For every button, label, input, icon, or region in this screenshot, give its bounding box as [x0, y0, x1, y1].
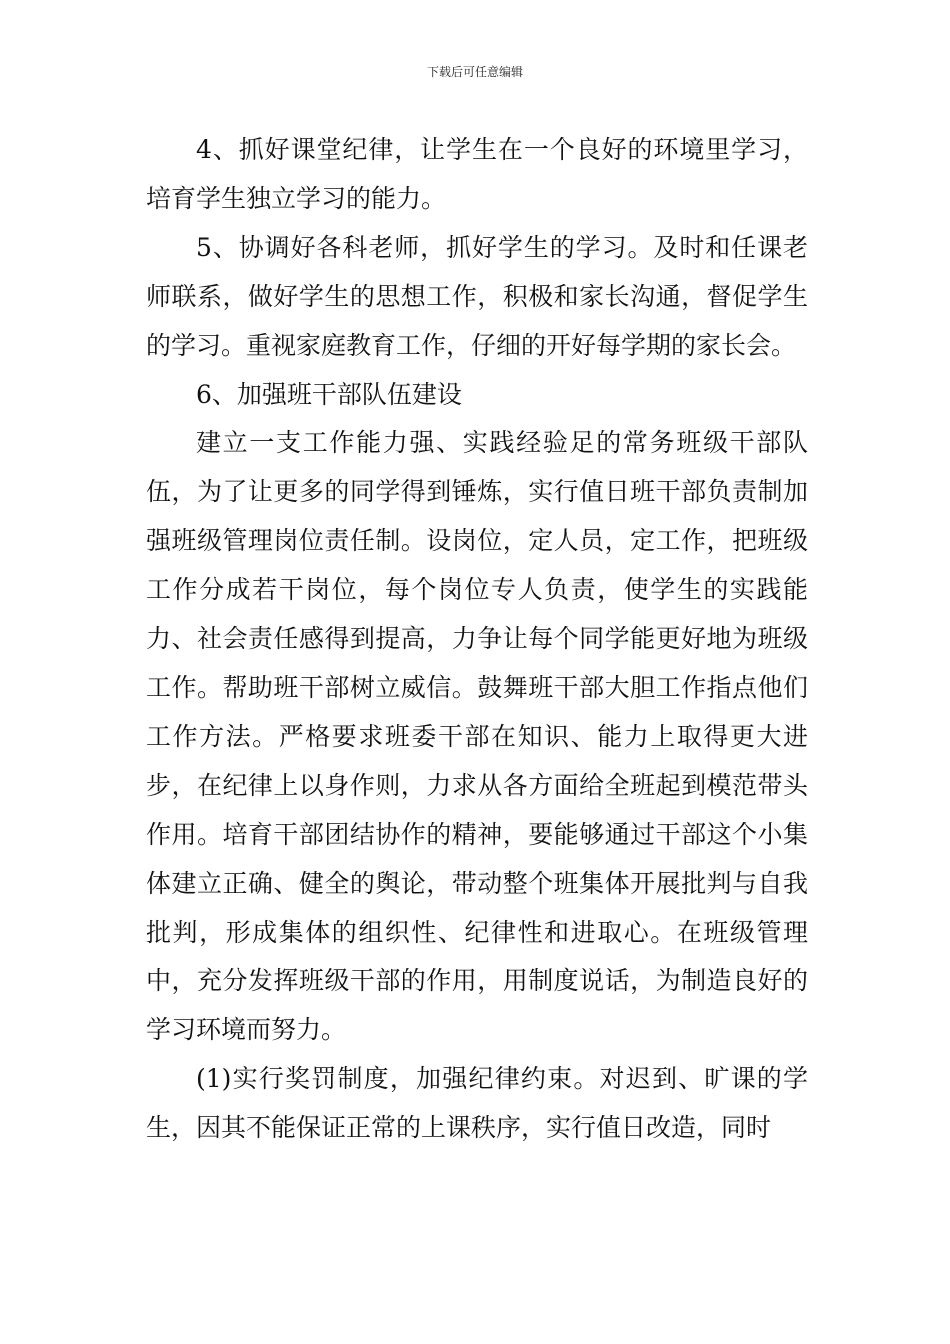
page-header: 下载后可任意编辑: [426, 65, 523, 79]
paragraph-item-5: 5、协调好各科老师，抓好学生的学习。及时和任课老师联系，做好学生的思想工作，积极和家长沟通，督促学生的学习。重视家庭教育工作，仔细的开好每学期的家长会。: [146, 232, 808, 360]
paragraph-class-cadre-building: 建立一支工作能力强、实践经验足的常务班级干部队伍，为了让更多的同学得到锤炼，实行值日班干部负责制加强班级管理岗位责任制。设岗位，定人员，定工作，把班级工作分成若干岗位，每个岗位专人负责，使学生的实践能力、社会责任感得到提高，力争让每个同学能更好地为班级工作。帮助班干部树立威信。鼓舞班干部大胆工作指点他们工作方法。严格要求班委干部在知识、能力上取得更大进步，在纪律上以身作则，力求从各方面给全班起到模范带头作用。培育干部团结协作的精神，要能够通过干部这个小集体建立正确、健全的舆论，带动整个班集体开展批判与自我批判，形成集体的组织性、纪律性和进取心。在班级管理中，充分发挥班级干部的作用，用制度说话，为制造良好的学习环境而努力。: [146, 428, 808, 1045]
paragraph-item-6-heading: 6、加强班干部队伍建设: [196, 379, 462, 409]
paragraph-item-4: 4、抓好课堂纪律，让学生在一个良好的环境里学习，培育学生独立学习的能力。: [146, 135, 808, 213]
document-body: [146, 126, 808, 1153]
paragraph-reward-punishment: (1)实行奖罚制度，加强纪律约束。对迟到、旷课的学生，因其不能保证正常的上课秩序，实行值日改造，同时: [146, 1064, 808, 1143]
